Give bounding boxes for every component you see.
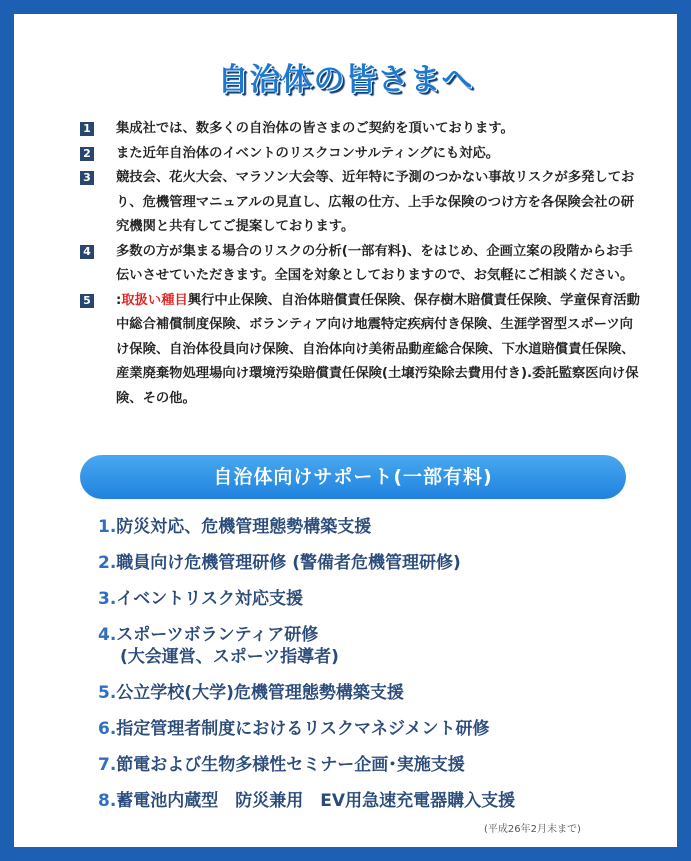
support-text: 蓄電池内蔵型 防災兼用 EV用急速充電器購入支援 [116, 791, 516, 811]
number-badge: 1 [80, 122, 94, 136]
support-item [98, 588, 658, 610]
support-item [98, 754, 658, 776]
support-item [98, 624, 658, 668]
intro-item [80, 166, 640, 240]
support-number: 5. [98, 683, 117, 703]
support-number: 6. [98, 719, 117, 739]
intro-item [80, 289, 640, 412]
support-text: イベントリスク対応支援 [116, 589, 303, 609]
support-number: 7. [98, 755, 117, 775]
intro-text: 多数の方が集まる場合のリスクの分析(一部有料)、をはじめ、企画立案の段階からお手伝いさせていただきます。全国を対象としておりますので、お気軽にご相談ください。 [116, 243, 634, 283]
support-item [98, 790, 658, 812]
support-text: 防災対応、危機管理態勢構築支援 [116, 517, 372, 537]
highlight-label: 取扱い種目 [121, 292, 188, 308]
support-text: 節電および生物多様性セミナー企画･実施支援 [116, 755, 465, 775]
support-number: 1. [98, 517, 117, 537]
intro-text: 競技会、花火大会、マラソン大会等、近年特に予測のつかない事故リスクが多発しており、危機管理マニュアルの見直し、広報の仕方、上手な保険のつけ方を各保険会社の研究機関と共有してご提案しております。 [116, 170, 635, 234]
support-text: 職員向け危機管理研修 (警備者危機管理研修) [116, 553, 461, 573]
support-text: スポーツボランティア研修 [116, 625, 319, 645]
support-number: 4. [98, 625, 117, 645]
support-item [98, 682, 658, 704]
intro-text: また近年自治体のイベントのリスクコンサルティングにも対応。 [116, 145, 500, 161]
intro-item [80, 117, 640, 142]
support-item [98, 552, 658, 574]
support-number: 2. [98, 553, 117, 573]
number-badge: 5 [80, 294, 94, 308]
support-text: 指定管理者制度におけるリスクマネジメント研修 [116, 719, 490, 739]
footnote: (平成26年2月末まで) [484, 824, 581, 835]
support-item [98, 516, 658, 538]
intro-prefix: : [116, 292, 122, 308]
intro-item [80, 240, 640, 289]
support-number: 3. [98, 589, 117, 609]
support-subtext: (大会運営、スポーツ指導者) [120, 647, 339, 667]
page-title: 自治体の皆さまへ [217, 62, 474, 98]
support-text: 公立学校(大学)危機管理態勢構築支援 [116, 683, 404, 703]
number-badge: 3 [80, 171, 94, 185]
intro-list [80, 117, 640, 411]
support-list [98, 516, 658, 826]
intro-item [80, 142, 640, 167]
intro-text: 集成社では、数多くの自治体の皆さまのご契約を頂いております。 [116, 121, 514, 136]
content-panel [14, 14, 677, 847]
number-badge: 2 [80, 147, 94, 161]
number-badge: 4 [80, 245, 94, 259]
support-heading: 自治体向けサポート(一部有料) [80, 455, 626, 499]
intro-text: 興行中止保険、自治体賠償責任保険、保存樹木賠償責任保険、学童保育活動中総合補償制度保険、ボランティア向け地震特定疾病付き保険、生涯学習型スポーツ向け保険、自治体役員向け保険、自治体向け美術品動産総合保険、下水道賠償責任保険、産業廃棄物処理場向け環境汚染賠償責任保険(土壌汚染除去費用付き).委託監察医向け保険、その他。 [116, 292, 640, 406]
support-number: 8. [98, 791, 117, 811]
support-item [98, 718, 658, 740]
